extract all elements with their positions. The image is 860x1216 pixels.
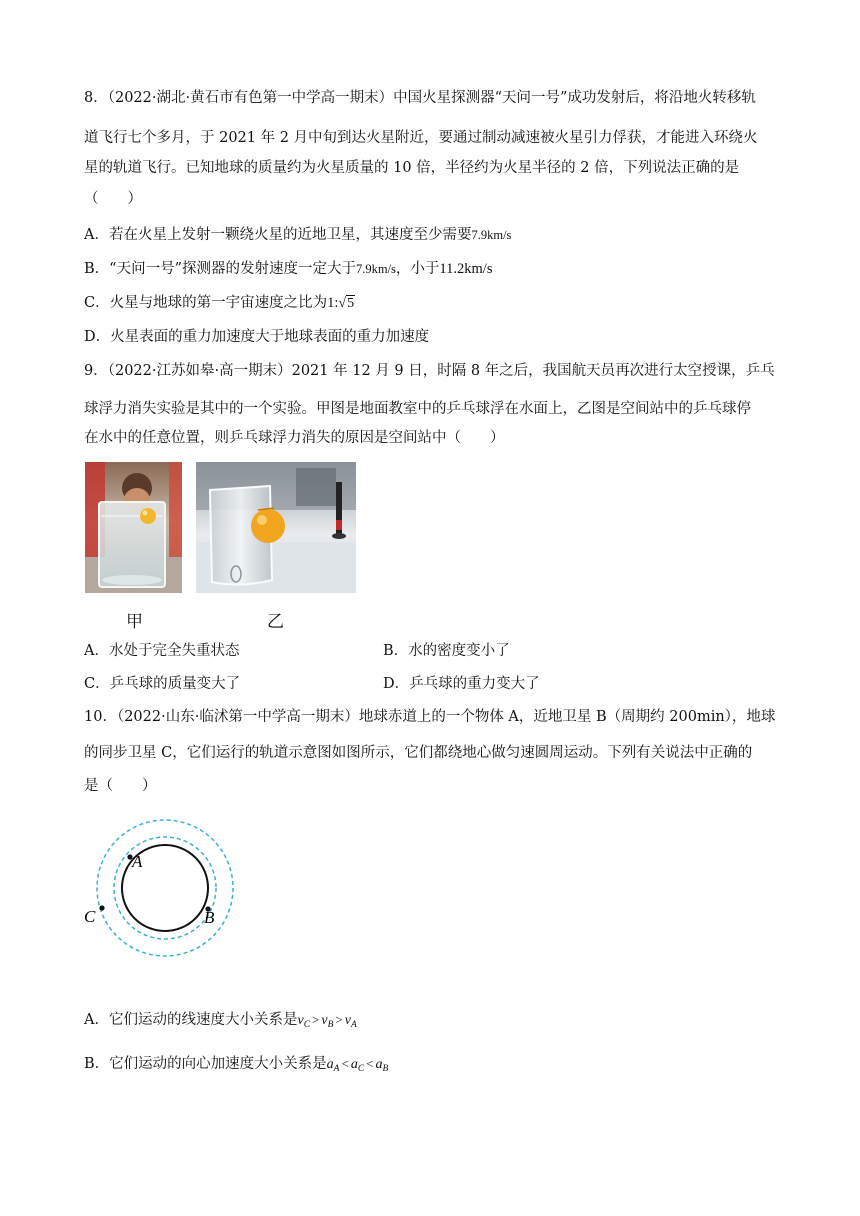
label-c: C	[84, 907, 96, 926]
photo-jia	[85, 462, 182, 593]
q8-stem-line2: 道飞行七个多月，于 2021 年 2 月中旬到达火星附近，要通过制动减速被火星引力俘获，才能进入环绕火	[84, 130, 758, 146]
q10-option-b: B．它们运动的向心加速度大小关系是$a_A < a_C < a_B$	[84, 1056, 389, 1074]
q8-stem-line4: （ ）	[84, 191, 142, 207]
q10-option-a-text: A．它们运动的线速度大小关系是	[84, 1012, 298, 1028]
q8-option-b	[84, 258, 492, 280]
q10-stem-line3: 是（ ）	[84, 778, 157, 794]
q8-option-a-text: A．若在火星上发射一颗绕火星的近地卫星，其速度至少需要	[84, 227, 472, 243]
orbit-b-near-earth	[114, 837, 216, 939]
q10-stem-line1: 10．（2022·山东·临沭第一中学高一期末）地球赤道上的一个物体 A，近地卫星 B（周期约 200min），地球	[84, 709, 776, 725]
label-b: B	[204, 908, 215, 927]
q9-stem-line2: 球浮力消失实验是其中的一个实验。甲图是地面教室中的乒乓球浮在水面上，乙图是空间站中的乒乓球停	[84, 401, 751, 417]
point-c	[99, 905, 104, 910]
q10-option-b-text: B．它们运动的向心加速度大小关系是	[84, 1056, 327, 1072]
q8-option-b-text2: ，小于	[395, 261, 440, 277]
q9-option-d: D．乒乓球的重力变大了	[383, 676, 540, 692]
q8-option-b-text1: B．“天问一号”探测器的发射速度一定大于	[84, 261, 356, 277]
q10-option-a: A．它们运动的线速度大小关系是$v_C > v_B > v_A$	[84, 1012, 357, 1030]
q8-option-c-radicand: 5	[347, 296, 355, 311]
orbit-diagram	[80, 805, 250, 975]
photo-yi	[196, 462, 356, 593]
q9-stem-line1: 9．（2022·江苏如皋·高一期末）2021 年 12 月 9 日，时隔 8 年之后，我国航天员再次进行太空授课，乒乓	[84, 363, 775, 379]
q8-stem-line1: 8．（2022·湖北·黄石市有色第一中学高一期末）中国火星探测器“天问一号”成功发射后，将沿地火转移轨	[84, 90, 756, 106]
q8-stem-line3: 星的轨道飞行。已知地球的质量约为火星质量的 10 倍，半径约为火星半径的 2 倍，下列说法正确的是	[84, 160, 740, 176]
q9-stem-line3: 在水中的任意位置，则乒乓球浮力消失的原因是空间站中（ ）	[84, 430, 505, 446]
label-a: A	[132, 852, 143, 871]
q10-stem-line2: 的同步卫星 C，它们运行的轨道示意图如图所示，它们都绕地心做匀速圆周运动。下列有关说法中正确的	[84, 745, 753, 761]
orbit-c-synchronous	[97, 820, 233, 956]
q9-option-a: A．水处于完全失重状态	[84, 643, 240, 659]
q8-option-c-text: C．火星与地球的第一宇宙速度之比为	[84, 295, 328, 311]
q8-option-a	[84, 224, 511, 246]
q8-option-b-value2: 11.2km/s	[439, 261, 493, 277]
q8-option-c	[84, 292, 355, 315]
q9-option-c: C．乒乓球的质量变大了	[84, 676, 241, 692]
q8-option-c-sqrt: √5	[338, 296, 355, 311]
caption-yi: 乙	[267, 612, 284, 632]
q8-option-a-value: 7.9km/s	[471, 228, 512, 242]
q8-option-d: D．火星表面的重力加速度大于地球表面的重力加速度	[84, 329, 430, 345]
q9-option-b: B．水的密度变小了	[383, 643, 510, 659]
q8-option-b-value1: 7.9km/s	[355, 262, 396, 276]
caption-jia: 甲	[126, 612, 143, 632]
q8-option-c-ratio: 1:	[327, 295, 339, 311]
